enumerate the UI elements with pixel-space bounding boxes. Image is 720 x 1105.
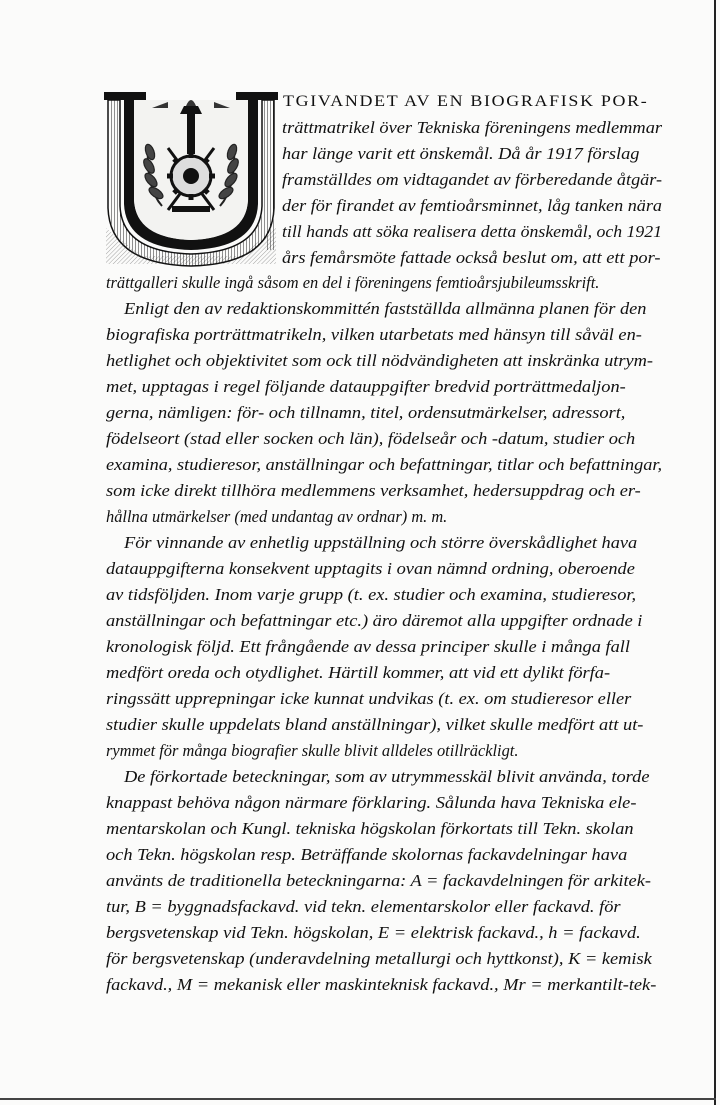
text-line: knappast behöva någon närmare förklaring. Sålunda hava Tekniska ele- bbox=[106, 793, 637, 812]
text-line: framställdes om vidtagandet av förberedande åtgär- bbox=[282, 170, 663, 189]
text-line: för bergsvetenskap (underavdelning metallurgi och hyttkonst), K = kemisk bbox=[106, 949, 652, 968]
text-line: kronologisk följd. Ett frångående av dessa principer skulle i många fall bbox=[106, 637, 630, 656]
page-bottom-rule bbox=[0, 1098, 716, 1100]
text-line: som icke direkt tillhöra medlemmens verksamhet, hedersuppdrag och er- bbox=[106, 481, 641, 500]
decorative-initial-u-emblem bbox=[102, 88, 280, 270]
page-edge-rule bbox=[714, 0, 716, 1105]
text-line: använts de traditionella beteckningarna: A = fackavdelningen för arkitek- bbox=[106, 871, 651, 890]
text-line: medfört oreda och otydlighet. Härtill kommer, att vid ett dylikt förfa- bbox=[106, 663, 611, 682]
text-line: hållna utmärkelser (med undantag av ordnar) m. m. bbox=[106, 507, 448, 526]
text-line: studier skulle uppdelats bland anställningar), vilket skulle medfört att ut- bbox=[106, 715, 644, 734]
opening-line: TGIVANDET AV EN BIOGRAFISK POR- bbox=[283, 93, 649, 110]
text-line: års femårsmöte fattade också beslut om, att ett por- bbox=[282, 248, 661, 267]
text-line: der för firandet av femtioårsminnet, låg tanken nära bbox=[282, 196, 662, 215]
text-line: gerna, nämligen: för- och tillnamn, titel, ordensutmärkelser, adressort, bbox=[106, 403, 626, 422]
text-line: met, upptagas i regel följande datauppgifter bredvid porträttmedaljon- bbox=[106, 377, 626, 396]
paragraph-start-line: Enligt den av redaktionskommittén fastställda allmänna planen för den bbox=[124, 299, 647, 318]
text-line: av tidsföljden. Inom varje grupp (t. ex. studier och examina, studieresor, bbox=[106, 585, 637, 604]
text-line: tur, B = byggnadsfackavd. vid tekn. elementarskolor eller fackavd. för bbox=[106, 897, 621, 916]
text-line: anställningar och befattningar etc.) äro däremot alla uppgifter ordnade i bbox=[106, 611, 643, 630]
text-line: till hands att söka realisera detta önskemål, och 1921 bbox=[282, 222, 663, 241]
text-line: hetlighet och objektivitet som ock till nödvändigheten att inskränka utrym- bbox=[106, 351, 654, 370]
text-line: biografiska porträttmatrikeln, vilken utarbetats med hänsyn till såväl en- bbox=[106, 325, 642, 344]
text-line: har länge varit ett önskemål. Då år 1917 förslag bbox=[282, 144, 640, 163]
text-line: examina, studieresor, anställningar och befattningar, titlar och befattningar, bbox=[106, 455, 663, 474]
text-line: bergsvetenskap vid Tekn. högskolan, E = elektrisk fackavd., h = fackavd. bbox=[106, 923, 641, 942]
text-line: trättgalleri skulle ingå såsom en del i föreningens femtioårsjubileumsskrift. bbox=[106, 273, 600, 292]
paragraph-start-line: De förkortade beteckningar, som av utrymmesskäl blivit använda, torde bbox=[124, 767, 650, 786]
text-line: trättmatrikel över Tekniska föreningens medlemmar bbox=[282, 118, 663, 137]
text-line: rymmet för många biografier skulle blivit alldeles otillräckligt. bbox=[106, 741, 519, 760]
text-line: födelseort (stad eller socken och län), födelseår och -datum, studier och bbox=[106, 429, 636, 448]
text-line: fackavd., M = mekanisk eller maskinteknisk fackavd., Mr = merkantilt-tek- bbox=[106, 975, 657, 994]
paragraph-start-line: För vinnande av enhetlig uppställning och större överskådlighet hava bbox=[124, 533, 638, 552]
text-line: ringssätt upprepningar icke kunnat undvikas (t. ex. om studieresor eller bbox=[106, 689, 632, 708]
text-line: datauppgifterna konsekvent upptagits i ovan nämnd ordning, oberoende bbox=[106, 559, 635, 578]
text-line: mentarskolan och Kungl. tekniska högskolan förkortats till Tekn. skolan bbox=[106, 819, 634, 838]
text-line: och Tekn. högskolan resp. Beträffande skolornas fackavdelningar hava bbox=[106, 845, 628, 864]
